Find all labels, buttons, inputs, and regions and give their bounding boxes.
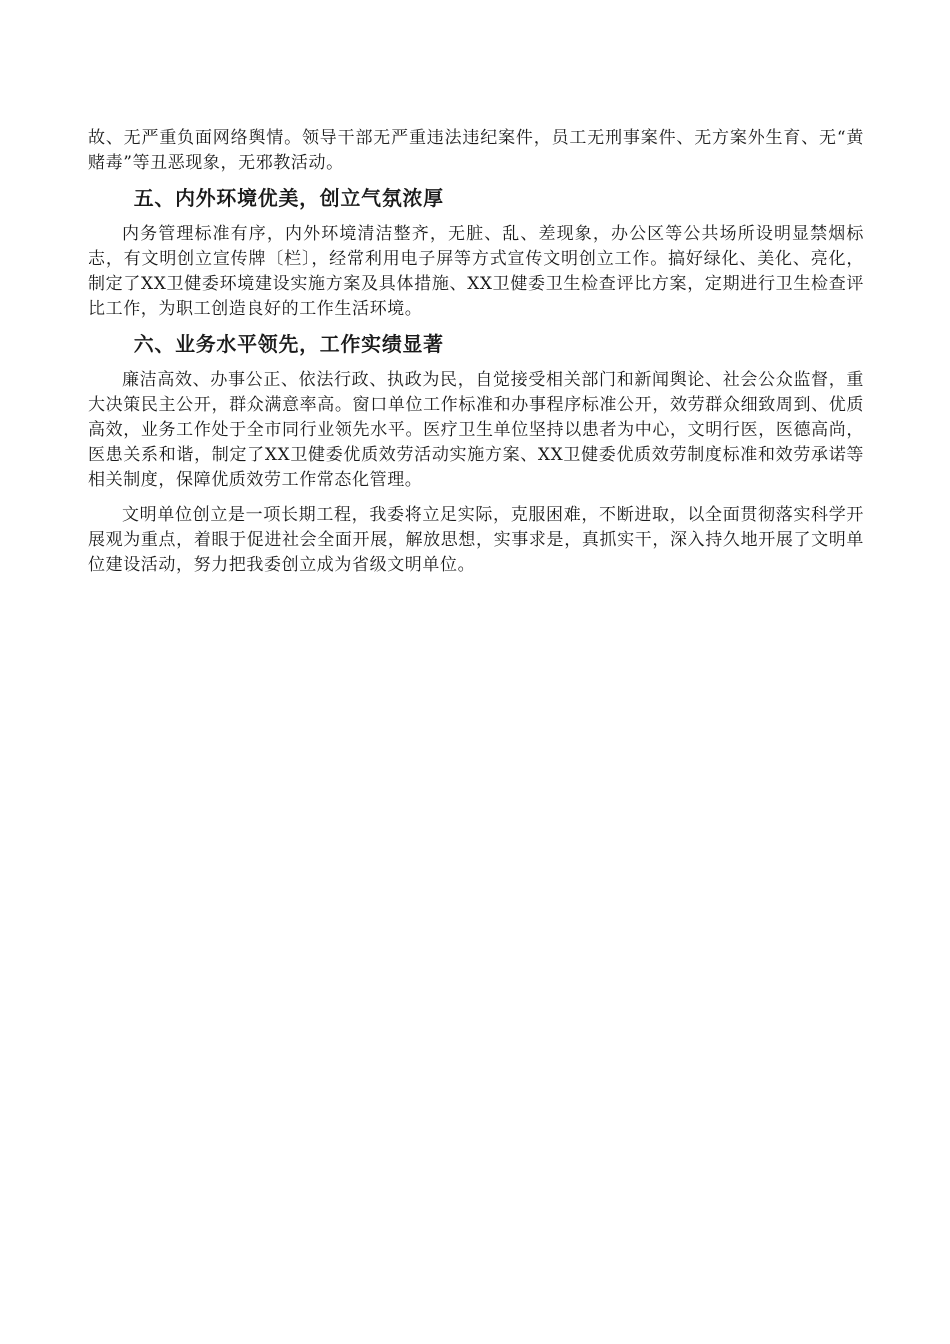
document-page bbox=[88, 126, 864, 588]
conclusion-paragraph: 文明单位创立是一项长期工程，我委将立足实际，克服困难，不断进取，以全面贯彻落实科学开展观为重点，着眼于促进社会全面开展，解放思想，实事求是，真抓实干，深入持久地开展了文明单位建设活动，努力把我委创立成为省级文明单位。 bbox=[88, 505, 864, 575]
section-5-paragraph: 内务管理标准有序，内外环境清洁整齐，无脏、乱、差现象，办公区等公共场所设明显禁烟标志，有文明创立宣传牌〔栏〕，经常利用电子屏等方式宣传文明创立工作。搞好绿化、美化、亮化，制定了XX卫健委环境建设实施方案及具体措施、XX卫健委卫生检查评比方案，定期进行卫生检查评比工作，为职工创造良好的工作生活环境。 bbox=[88, 224, 864, 319]
continuation-paragraph: 故、无严重负面网络舆情。领导干部无严重违法违纪案件，员工无刑事案件、无方案外生育、无“黄赌毒”等丑恶现象，无邪教活动。 bbox=[88, 128, 864, 173]
section-6-heading: 六、业务水平领先，工作实绩显著 bbox=[133, 332, 444, 356]
section-5-heading: 五、内外环境优美，创立气氛浓厚 bbox=[133, 186, 444, 210]
section-6-paragraph: 廉洁高效、办事公正、依法行政、执政为民，自觉接受相关部门和新闻舆论、社会公众监督，重大决策民主公开，群众满意率高。窗口单位工作标准和办事程序标准公开，效劳群众细致周到、优质高效，业务工作处于全市同行业领先水平。医疗卫生单位坚持以患者为中心，文明行医，医德高尚，医患关系和谐，制定了XX卫健委优质效劳活动实施方案、XX卫健委优质效劳制度标准和效劳承诺等相关制度，保障优质效劳工作常态化管理。 bbox=[88, 370, 864, 490]
